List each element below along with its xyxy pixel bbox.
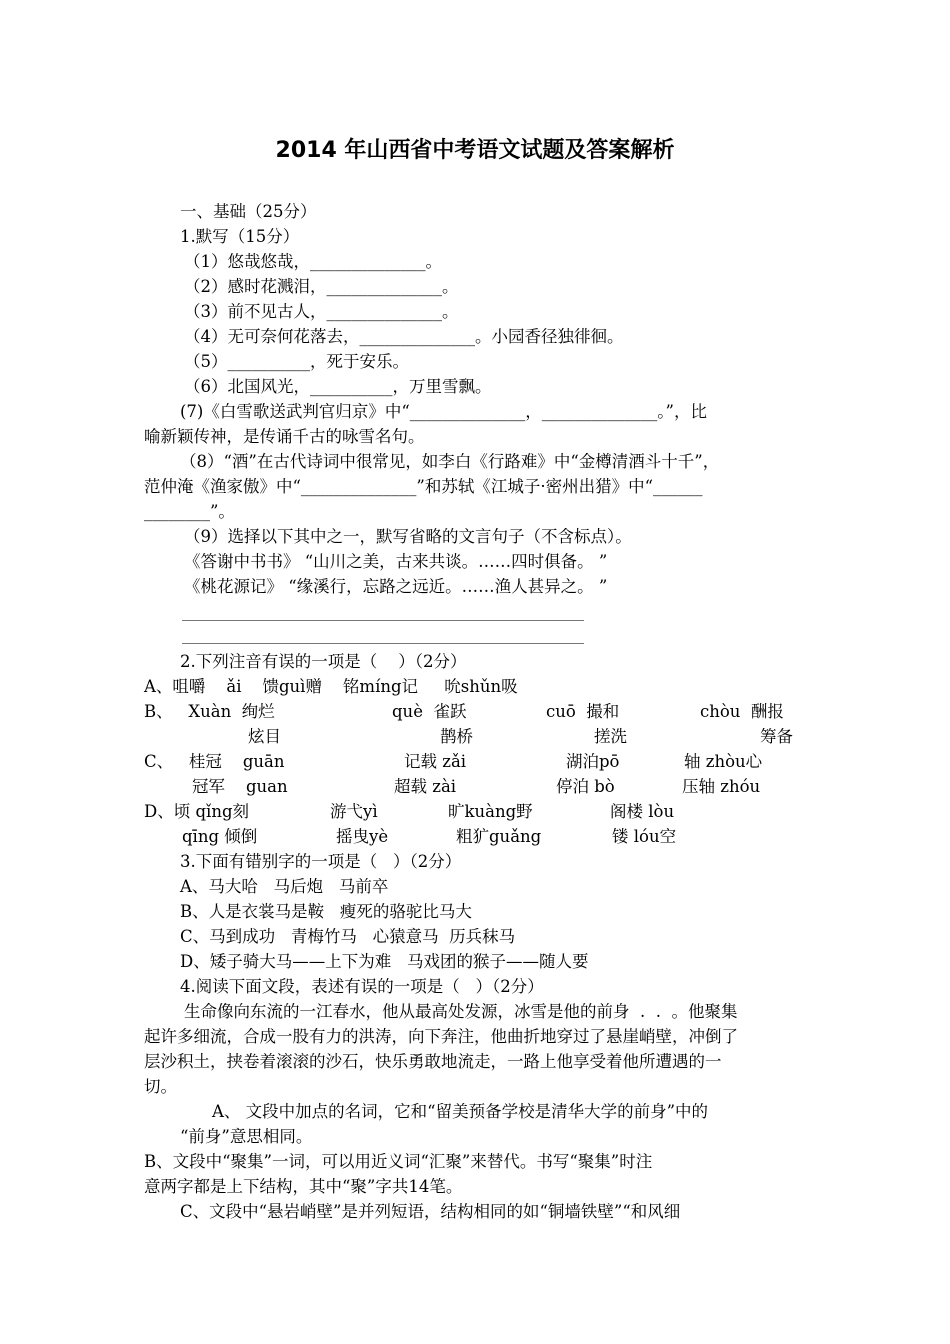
answer-line: [182, 643, 584, 644]
q2-option-d-5: qīng 倾倒: [182, 827, 258, 846]
q2-option-c-4: 轴 zhòu心: [684, 752, 763, 771]
q2-option-d-7: 粗犷guǎng: [456, 827, 542, 846]
q4-option-c: C、文段中“悬岩峭壁”是并列短语，结构相同的如“铜墙铁壁”“和风细: [180, 1202, 681, 1221]
q1-item-5: （5）__________，死于安乐。: [184, 352, 409, 371]
q2-option-b-3: cuō 撮和: [546, 702, 620, 721]
q2-option-d-3: 旷kuàng野: [448, 802, 533, 821]
q2-option-b-8: 筹备: [760, 727, 793, 746]
q4-option-b-cont: 意两字都是上下结构，其中“聚”字共14笔。: [144, 1177, 463, 1196]
q1-item-4: （4）无可奈何花落去，______________。小园香径独徘徊。: [184, 327, 624, 346]
q2-option-a: A、咀嚼 ǎi 馈guì赠 铭míng记 吮shǔn吸: [144, 677, 518, 696]
q4-option-a-cont: “前身”意思相同。: [180, 1127, 313, 1146]
q2-option-d-6: 摇曳yè: [336, 827, 389, 846]
q2-option-b-7: 搓洗: [594, 727, 627, 746]
q1-item-8: （8）“酒”在古代诗词中很常见，如李白《行路难》中“金樽清酒斗十千”，: [180, 452, 720, 471]
q2-option-b-4: chòu 酬报: [700, 702, 784, 721]
q3-option-b: B、人是衣裳马是鞍 瘦死的骆驼比马大: [180, 902, 472, 921]
q3-option-c: C、马到成功 青梅竹马 心猿意马 历兵秣马: [180, 927, 516, 946]
question-1-heading: 1.默写（15分）: [180, 227, 300, 246]
q4-passage-line-2: 起许多细流，合成一股有力的洪涛，向下奔注，他曲折地穿过了悬崖峭壁，冲倒了: [144, 1027, 738, 1046]
q1-item-9-option-a: 《答谢中书书》 “山川之美，古来共谈。……四时俱备。 ”: [184, 552, 608, 571]
q4-passage-line-3: 层沙积土，挟卷着滚滚的沙石，快乐勇敢地流走，一路上他享受着他所遭遇的一: [144, 1052, 722, 1071]
q1-item-2: （2）感时花溅泪，______________。: [184, 277, 459, 296]
q1-item-7: (7)《白雪歌送武判官归京》中“______________，______________。”，比: [180, 402, 707, 421]
q4-option-a: A、 文段中加点的名词，它和“留美预备学校是清华大学的前身”中的: [212, 1102, 709, 1121]
question-4-heading: 4.阅读下面文段，表述有误的一项是（ ）（2分）: [180, 977, 544, 996]
q2-option-d-4: 阁楼 lòu: [610, 802, 675, 821]
answer-line: [182, 620, 584, 621]
q2-option-b-1: B、 Xuàn 绚烂: [144, 702, 275, 721]
q1-item-6: （6）北国风光，__________，万里雪飘。: [184, 377, 492, 396]
q2-option-c-6: 超载 zài: [394, 777, 457, 796]
q1-item-8-cont2: ________”。: [144, 502, 235, 521]
q1-item-9-option-b: 《桃花源记》 “缘溪行，忘路之远近。……渔人甚异之。 ”: [184, 577, 608, 596]
q2-option-c-2: 记载 zǎi: [404, 752, 467, 771]
q2-option-c-7: 停泊 bò: [556, 777, 615, 796]
q4-option-b: B、文段中“聚集”一词，可以用近义词“汇聚”来替代。书写“聚集”时注: [144, 1152, 653, 1171]
q2-option-c-8: 压轴 zhóu: [682, 777, 761, 796]
q2-option-b-2: què 雀跃: [392, 702, 467, 721]
q2-option-c-1: C、 桂冠 guān: [144, 752, 285, 771]
q4-passage-line-1: 生命像向东流的一江春水，他从最高处发源，冰雪是他的前身 . . 。他聚集: [184, 1002, 738, 1021]
section-heading-basics: 一、基础（25分）: [180, 202, 317, 221]
q2-option-c-5: 冠军 guan: [192, 777, 288, 796]
q2-option-d-1: D、顷 qǐng刻: [144, 802, 250, 821]
q2-option-b-6: 鹊桥: [440, 727, 473, 746]
q1-item-7-cont: 喻新颖传神，是传诵千古的咏雪名句。: [144, 427, 425, 446]
q1-item-1: （1）悠哉悠哉，______________。: [184, 252, 442, 271]
q3-option-d: D、矮子骑大马——上下为难 马戏团的猴子——随人要: [180, 952, 589, 971]
question-2-heading: 2.下列注音有误的一项是（ ）（2分）: [180, 652, 467, 671]
q2-option-d-8: 镂 lóu空: [612, 827, 677, 846]
question-3-heading: 3.下面有错别字的一项是（ ）（2分）: [180, 852, 462, 871]
q1-item-9: （9）选择以下其中之一，默写省略的文言句子（不含标点）。: [184, 527, 632, 546]
q4-passage-line-4: 切。: [144, 1077, 177, 1096]
q2-option-c-3: 湖泊pō: [566, 752, 620, 771]
document-title: 2014 年山西省中考语文试题及答案解析: [275, 138, 675, 163]
q1-item-3: （3）前不见古人，______________。: [184, 302, 459, 321]
q1-item-8-cont: 范仲淹《渔家傲》中“______________”和苏轼《江城子·密州出猎》中“______: [144, 477, 703, 496]
q2-option-d-2: 游弋yì: [330, 802, 378, 821]
q2-option-b-5: 炫目: [248, 727, 281, 746]
q3-option-a: A、马大哈 马后炮 马前卒: [180, 877, 389, 896]
